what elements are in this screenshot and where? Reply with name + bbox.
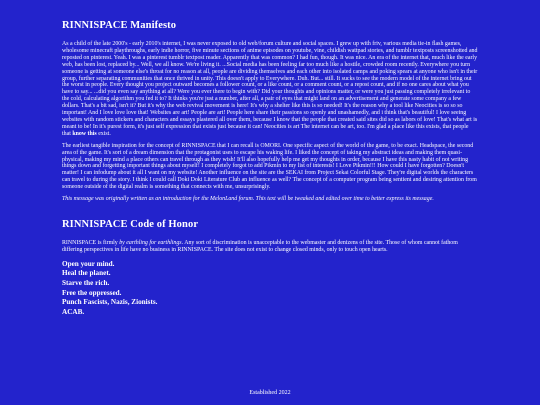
manifesto-paragraph-1 — [62, 41, 478, 138]
motto-line: Free the oppressed. — [62, 288, 122, 297]
motto-line: Open your mind. — [62, 259, 115, 268]
manifesto-paragraph-2: The earliest tangible inspiration for the concept of RINNISPACE that I can recall is OMORI. One specific aspect of the world of the game, to be exact. Headspace, the second area of the game. It's sort of a dream dimension that the protagonist uses to escape his waking life. I liked the concept of taking my abstract ideas and making them quasi-physical, making my mind a place others can travel through as they wish! It'll also hopefully help me get my thoughts in order, because I have this nasty habit of not writing things down and forgetting important things about myself! I completely forgot to add Pikmin to my list of interests! I Love Pikmin!!! How could I have forgotten? Doesn't matter! I can infodump about it all I want on my website! Another influence on the site are the SEKAI from Project Sekai Colorful Stage. They're digital worlds the characters can travel to during the story. I think I could call Doki Doki Literature Club an influence as well? The concept of a computer program being sentient and desiring attention from someone outside of the digital realm is something that connects with me, unsurprisingly. — [62, 142, 477, 191]
code-para-italic-2: for earthlings — [149, 239, 182, 246]
code-para-end: . Any sort of discrimination is unacceptable to the webmaster and denizens of the site. Those of whom cannot fathom differing perspectives in life have no business in RINNISPACE. The site does not exist to change closed minds, only to touch open hearts. — [62, 239, 458, 253]
manifesto-paragraph-1-end: exist. — [96, 130, 111, 137]
code-of-honor-paragraph — [62, 240, 478, 254]
code-para-start: RINNISPACE is firmly — [62, 239, 120, 246]
motto-line: Starve the rich. — [62, 278, 110, 287]
footer-established: Established 2022 — [249, 390, 291, 396]
code-of-honor-title: RINNISPACE Code of Honor — [62, 218, 199, 230]
motto-line: Heal the planet. — [62, 269, 111, 278]
motto-line: Punch Fascists, Nazis, Zionists. — [62, 298, 158, 307]
motto-list — [62, 260, 478, 318]
manifesto-title: RINNISPACE Manifesto — [62, 20, 177, 31]
main-content — [62, 20, 478, 317]
code-para-italic-1: by earthling — [119, 239, 148, 246]
manifesto-paragraph-1-bold: know this — [72, 130, 97, 137]
manifesto-paragraph-1-text: As a child of the late 2000's - early 2010's internet, I was never exposed to old web/forum culture and social spaces. I grew up with friv, various media tie-in flash games, wholesome minecraft playthroughs, early indie horror, five minute sections of anime episodes on youtube, vine, childish wattpad stories, and tumblr textposts screenshotted and reposted on pinterest. Yeah. I was a pinterest tumblr textpost reader. Apparently that was common? I had fun, though. It was nice. An era of the internet that, much like the early web, has been lost, replaced by... Well, we all know. We're living it. ...Social media has been feeling far too much like a hostile, crowded room recently. Everywhere you turn someone is getting at someone else's throat for no reason at all, people are dividing themselves and each other into isolated camps and poking spears at anyone who isn't in their group, further separating communities that once thrived in unity. This doesn't apply to Everywhere. Duh. But... still. It sucks to see the modern model of the internet bring out the worst in people. Every thought you project outward becomes a follower count, or a like count, or a comment count, or a repost count, and if no one cares about what you have to say... ...did you even say anything at all? Were you ever there to begin with? Did your thoughts and opinions matter, or were you just passing completely irrelevant to the cold, calculating algorithm you fed it to? It thinks you're just a number, after all, a pair of eyes that might land on an advertisement and generate some company a few dollars. That's a bit sad, isn't it? But it's why the web revival movement is here! It's why a shelter like this is so needed! It's the reason why a tool like Neocities is so so so important! And I love love love that! Websites are art! People are art! People here share their passions so openly and unashamedly, and i think that's beautiful! I love seeing websites with random stickers and characters and essays plastered all over them, because I know that the people that created said sites did so as labors of love! That's what art is meant to be! In it's purest form, it's just self expression that exists just because it can! Neocities is art The internet can be art, too. I'm glad a place like this exists, that people that — [62, 41, 478, 137]
manifesto-note: This message was originally written as an introduction for the MelonLand forum. This text will be tweaked and edited over time to better express its message. — [62, 196, 434, 203]
motto-line: ACAB. — [62, 307, 85, 316]
